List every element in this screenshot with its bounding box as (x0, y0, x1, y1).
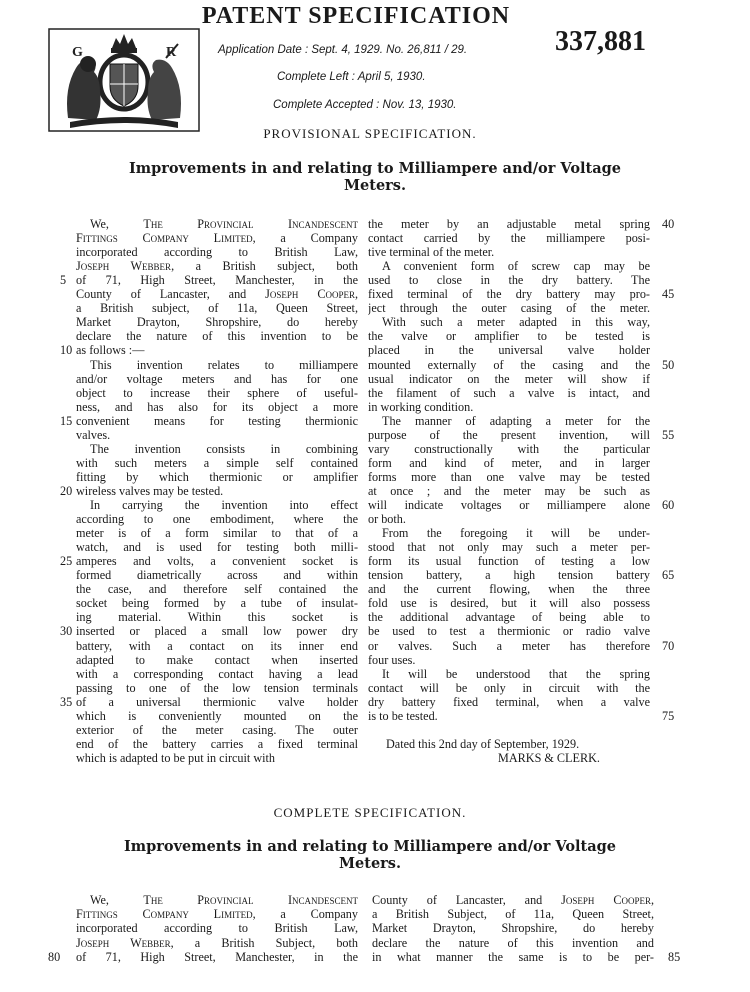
text-line: valves. (76, 427, 111, 442)
line-number: 55 (662, 427, 675, 442)
text-line: or valves. Such a meter has therefore (368, 638, 650, 653)
text-line: tension battery, a high tension battery (368, 568, 650, 583)
text-line: MARKS & CLERK. (498, 750, 600, 765)
text-line: declare the nature of this invention to be (76, 329, 358, 344)
text-line: wireless valves may be tested. (76, 483, 224, 498)
text-line: which is conveniently mounted on the (76, 708, 358, 723)
text-line: This invention relates to milliampere (90, 357, 358, 372)
application-date: Application Date : Sept. 4, 1929. No. 26,811 / 29. (218, 44, 468, 56)
text-line: The invention consists in combining (90, 441, 358, 456)
text-line: The manner of adapting a meter for the (382, 413, 650, 428)
provisional-title (75, 160, 675, 194)
complete-title (70, 838, 670, 872)
line-number: 60 (662, 498, 675, 512)
text-line: incorporated according to British Law, (76, 921, 358, 936)
text-line: and the current flowing, when the three (368, 582, 650, 597)
text-line: We, The Provincial Incandescent (90, 217, 358, 231)
text-line: will indicate voltages or milliampere alone (368, 498, 650, 512)
line-number: 45 (662, 287, 675, 302)
line-number: 65 (662, 568, 675, 583)
text-line: In carrying the invention into effect (90, 498, 358, 512)
text-line: the case, and therefore self contained the (76, 582, 358, 597)
text-line: form its usual function of testing a low (368, 554, 650, 569)
provisional-title-line1: Improvements in and relating to Milliampere and/or Voltage (129, 160, 621, 177)
text-line: mounted externally of the casing and the (368, 357, 650, 372)
text-line: Market Drayton, Shropshire, do hereby (76, 315, 358, 330)
text-line: adapted to make contact when inserted (76, 652, 358, 667)
text-line: a British Subject, of 11a, Queen Street, (372, 907, 654, 922)
complete-title-line2: Meters. (338, 855, 402, 872)
text-line: With such a meter adapted in this way, (382, 315, 650, 330)
line-number: 35 (60, 694, 73, 709)
line-number: 40 (662, 217, 675, 231)
text-line: socket being formed by a tube of insulat- (76, 596, 358, 611)
text-line: formed diametrically across and within (76, 568, 358, 583)
text-line: end of the battery carries a fixed terminal (76, 736, 358, 751)
text-line: which is adapted to be put in circuit with (76, 750, 276, 765)
text-line: dry battery fixed terminal, when a valve (368, 694, 650, 709)
text-line: usual indicator on the meter will show if (368, 371, 650, 386)
text-line: placed in the universal valve holder (368, 343, 650, 358)
line-number: 80 (48, 950, 61, 964)
text-line: stood that not only may such a meter per- (368, 540, 650, 555)
text-line: ject through the outer casing of the meter. (368, 301, 650, 316)
text-line: convenient means for testing thermionic (76, 413, 358, 428)
text-line: form and kind of meter, and in larger (368, 455, 650, 470)
patent-number: 337,881 (555, 26, 646, 57)
text-line: according to one embodiment, where the (76, 512, 358, 527)
line-number: 10 (60, 343, 73, 358)
text-line: ness, and has also for its object a more (76, 399, 358, 414)
text-line: exterior of the meter casing. The outer (76, 722, 358, 737)
royal-coat-of-arms-icon (48, 28, 200, 132)
text-line: is to be tested. (368, 708, 438, 723)
text-line: From the foregoing it will be under- (382, 526, 650, 541)
svg-text:G: G (72, 45, 83, 60)
text-line: Dated this 2nd day of September, 1929. (386, 736, 580, 751)
line-number: 85 (668, 950, 681, 964)
text-line: We, The Provincial Incandescent (90, 893, 358, 907)
text-line: contact carried by the milliampere posi- (368, 231, 650, 246)
text-line: of a universal thermionic valve holder (76, 694, 358, 709)
line-number: 20 (60, 483, 73, 498)
text-line: purpose of the present invention, will (368, 427, 650, 442)
text-line: contact will be only in circuit with the (368, 680, 650, 695)
text-line: Joseph Webber, a British subject, both (76, 259, 358, 274)
line-number: 50 (662, 357, 675, 372)
text-line: at once ; and the meter may be such as (368, 483, 650, 498)
text-line: A convenient form of screw cap may be (382, 259, 650, 274)
text-line: County of Lancaster, and Joseph Cooper, (76, 287, 358, 302)
text-line: tive terminal of the meter. (368, 245, 495, 260)
text-line: amperes and volts, a convenient socket is (76, 554, 358, 569)
text-line: used to close in the dry battery. The (368, 273, 650, 288)
line-number: 5 (60, 273, 67, 288)
line-number: 30 (60, 624, 73, 639)
text-line: It will be understood that the spring (382, 666, 650, 681)
text-line: in what manner the same is to be per- (372, 949, 654, 964)
text-line: passing to one of the low tension terminals (76, 680, 358, 695)
text-line: the additional advantage of being able to (368, 610, 650, 625)
text-line: and/or voltage meters and has for one (76, 371, 358, 386)
text-line: watch, and is used for testing both milli- (76, 540, 358, 555)
text-line: fitting by which thermionic or amplifier (76, 469, 358, 484)
line-number: 75 (662, 708, 675, 723)
text-line: the filament of such a valve is intact, and (368, 385, 650, 400)
text-line: fold use is desired, but it will also possess (368, 596, 650, 611)
complete-left-date: Complete Left : April 5, 1930. (277, 71, 426, 83)
provisional-heading: PROVISIONAL SPECIFICATION. (263, 126, 477, 141)
text-line: vary constructionally with the particular (368, 441, 650, 456)
text-line: Fittings Company Limited, a Company (76, 907, 358, 922)
text-line: the valve or amplifier to be tested is (368, 329, 650, 344)
text-line: with a corresponding contact having a lead (76, 666, 358, 681)
complete-accepted-date: Complete Accepted : Nov. 13, 1930. (273, 99, 457, 111)
text-line: object to increase their sphere of useful- (76, 385, 358, 400)
page-title: PATENT SPECIFICATION (201, 3, 511, 29)
line-number: 25 (60, 554, 73, 569)
text-line: in working condition. (368, 399, 474, 414)
text-line: inserted or placed a small low power dry (76, 624, 358, 639)
text-line: a British subject, of 11a, Queen Street, (76, 301, 358, 316)
text-line: or both. (368, 512, 406, 527)
text-line: incorporated according to British Law, (76, 245, 358, 260)
text-line: meter is of a form similar to that of a (76, 526, 358, 541)
text-line: with such meters a simple self contained (76, 455, 358, 470)
text-line: ing material. Within this socket is (76, 610, 358, 625)
text-line: declare the nature of this invention and (372, 935, 654, 950)
text-line: Fittings Company Limited, a Company (76, 231, 358, 246)
text-line: the meter by an adjustable metal spring (368, 217, 650, 231)
text-line: be used to test a thermionic or radio valve (368, 624, 650, 639)
text-line: fixed terminal of the dry battery may pro- (368, 287, 650, 302)
complete-title-line1: Improvements in and relating to Milliampere and/or Voltage (124, 838, 616, 855)
text-line: battery, with a contact on its inner end (76, 638, 358, 653)
text-line: Joseph Webber, a British Subject, both (76, 935, 358, 950)
provisional-title-line2: Meters. (343, 177, 407, 194)
line-number: 70 (662, 638, 675, 653)
text-line: Market Drayton, Shropshire, do hereby (372, 921, 654, 936)
text-line: County of Lancaster, and Joseph Cooper, (372, 893, 654, 907)
complete-heading: COMPLETE SPECIFICATION. (273, 805, 467, 820)
text-line: of 71, High Street, Manchester, in the (76, 273, 358, 288)
text-line: four uses. (368, 652, 416, 667)
line-number: 15 (60, 413, 73, 428)
text-line: as follows :— (76, 343, 145, 358)
text-line: forms more than one valve may be tested (368, 469, 650, 484)
svg-text:R: R (166, 45, 177, 60)
text-line: of 71, High Street, Manchester, in the (76, 949, 358, 964)
